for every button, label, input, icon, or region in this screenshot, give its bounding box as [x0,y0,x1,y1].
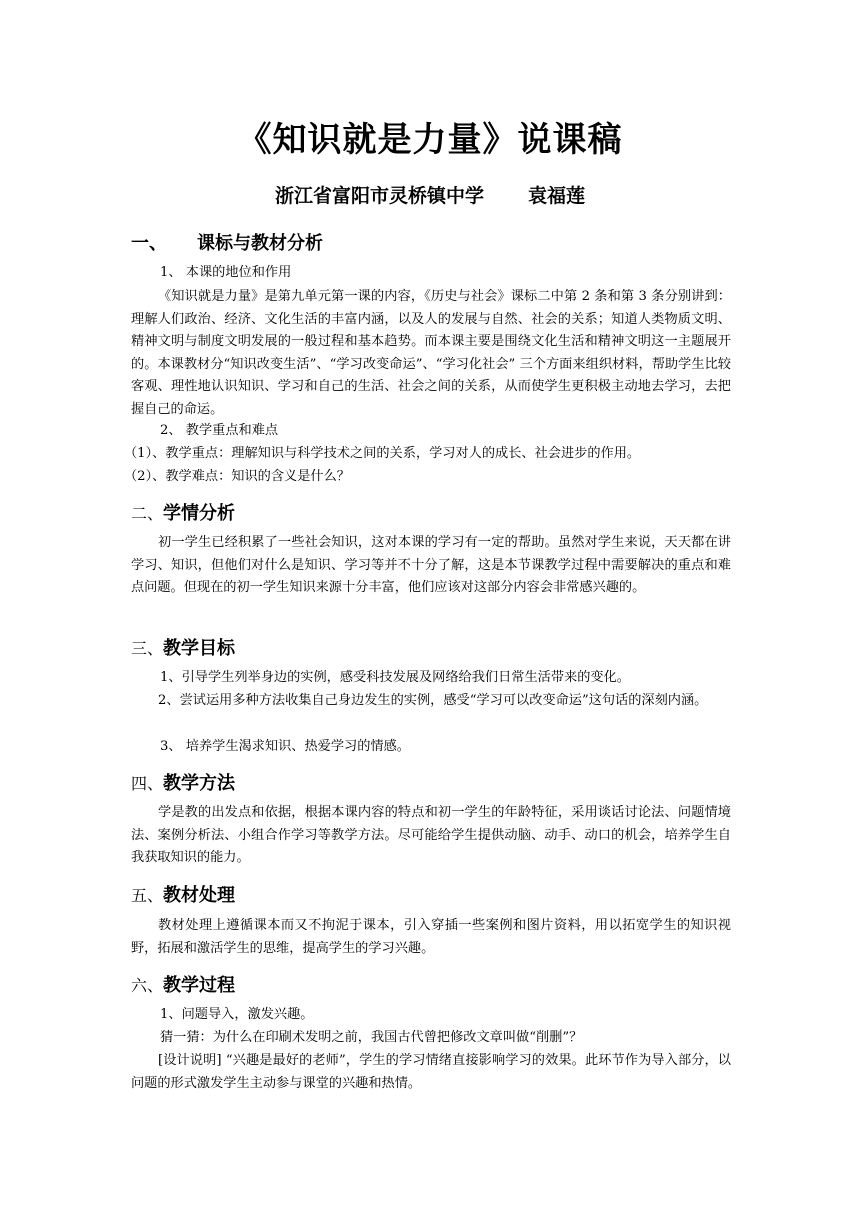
document-byline [0,181,860,208]
section-3-title: 教学目标 [163,638,236,659]
section-1-number: 一、 [131,233,167,254]
section-1-title: 课标与教材分析 [197,233,323,254]
section-2-paragraph: 初一学生已经积累了一些社会知识，这对本课的学习有一定的帮助。虽然对学生来说，天天都在讲学习、知识，但他们对什么是知识、学习等并不十分了解，这是本节课教学过程中需要解决的重点和难点问题。但现在的初一学生知识来源十分丰富，他们应该对这部分内容会非常感兴趣的。 [131,535,731,595]
document-title: 《知识就是力量》说课稿 [237,120,623,160]
section-4-number: 四、 [131,774,164,793]
design-note: [设计说明] “兴趣是最好的老师”，学生的学习情绪直接影响学习的效果。此环节作为导入部分，以问题的形式激发学生主动参与课堂的兴趣和热情。 [131,1053,731,1091]
section-5-paragraph: 教材处理上遵循课本而又不拘泥于课本，引入穿插一些案例和图片资料，用以拓宽学生的知识视野，拓展和激活学生的思维，提高学生的学习兴趣。 [131,918,731,956]
section-6-heading [131,971,235,997]
section-1-paragraph: 《知识就是力量》是第九单元第一课的内容，《历史与社会》课标二中第 2 条和第 3 条分别讲到：理解人们政治、经济、文化生活的丰富内涵，以及人的发展与自然、社会的关系；知道人类物质文明、精神文明与制度文明发展的一般过程和基本趋势。而本课主要是围绕文化生活和精神文明这一主题展开的。本课教材分“知识改变生活”、“学习改变命运”、“学习化社会” 三个方面来组织材料，帮助学生比较客观、理性地认识知识、学习和自己的生活、社会之间的关系，从而使学生更积极主动地去学习，去把握自己的命运。 [131,289,731,417]
section-4-paragraph: 学是教的出发点和依据，根据本课内容的特点和初一学生的年龄特征，采用谈话讨论法、问题情境法、案例分析法、小组合作学习等教学方法。尽可能给学生提供动脑、动手、动口的机会，培养学生自我获取知识的能力。 [131,805,731,865]
section-3-number: 三、 [131,639,164,658]
section-6-number: 六、 [131,976,164,995]
section-5-title: 教材处理 [163,885,236,906]
section-5-number: 五、 [131,886,164,905]
guess-question: 猜一猜：为什么在印刷术发明之前，我国古代曾把修改文章叫做“削删”？ [160,1030,583,1045]
teaching-difficulty: （2）、教学难点：知识的含义是什么？ [124,469,350,484]
school-name: 浙江省富阳市灵桥镇中学 [274,185,484,207]
section-4-title: 教学方法 [163,773,236,794]
section-4-heading [131,769,235,795]
section-2-number: 二、 [131,504,164,523]
section-3-heading [131,634,235,660]
section-2-title: 学情分析 [163,503,236,524]
section-1-heading [131,229,323,255]
section-1-sub2: 2、 教学重点和难点 [160,423,279,438]
section-6-title: 教学过程 [163,975,236,996]
goal-3: 3、 培养学生渴求知识、热爱学习的情感。 [160,739,410,754]
section-1-sub1: 1、 本课的地位和作用 [160,265,292,280]
goal-2: 2、尝试运用多种方法收集自己身边发生的实例，感受“学习可以改变命运”这句话的深刻内涵。 [158,693,708,708]
section-5-heading [131,881,235,907]
author-name: 袁福莲 [528,185,586,207]
goal-1: 1、引导学生列举身边的实例，感受科技发展及网络给我们日常生活带来的变化。 [160,670,630,685]
process-step-1: 1、问题导入，激发兴趣。 [160,1007,314,1022]
teaching-key-point: （1）、教学重点：理解知识与科学技术之间的关系，学习对人的成长、社会进步的作用。 [124,446,641,461]
section-2-heading [131,499,235,525]
